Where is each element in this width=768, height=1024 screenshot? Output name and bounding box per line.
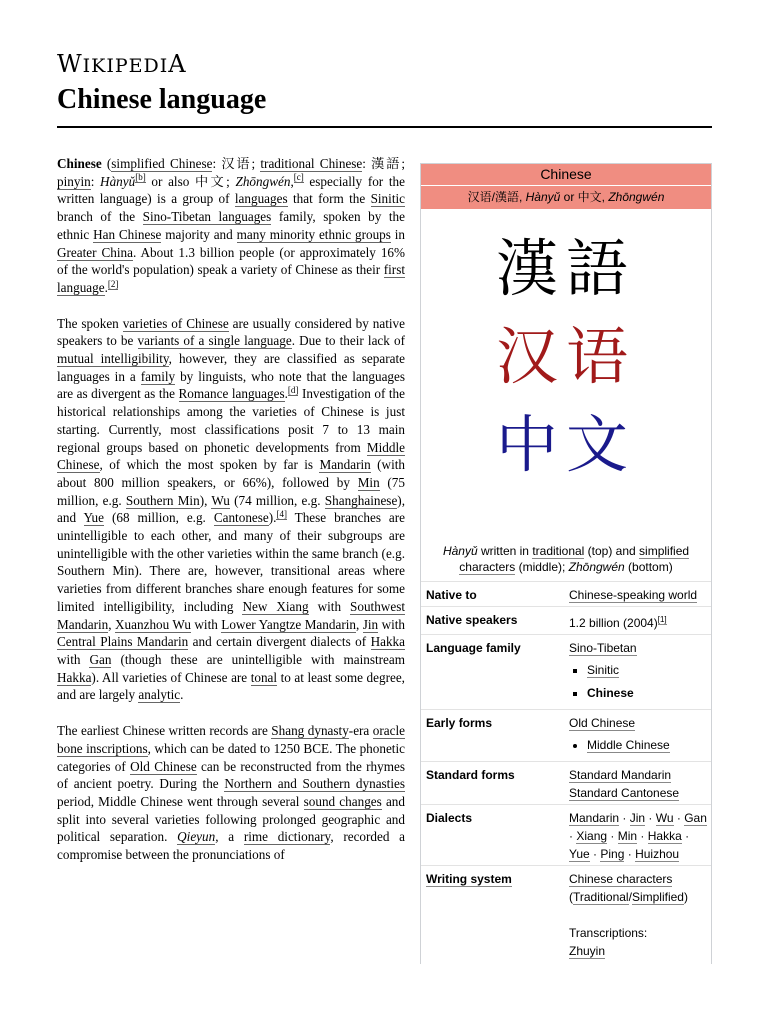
reference-marker[interactable]: [4] bbox=[276, 508, 287, 519]
text-run: (74 million, e.g. bbox=[229, 492, 325, 508]
text-run: , which can be dated to 1250 BCE. The phonetic categories of bbox=[57, 740, 405, 774]
wiki-link[interactable]: languages bbox=[234, 191, 288, 207]
native-to-link[interactable]: Chinese-speaking world bbox=[569, 588, 698, 602]
dialect-link[interactable]: Yue bbox=[569, 847, 590, 861]
text-run: especially for the written language) is a group of bbox=[57, 173, 405, 207]
wiki-link[interactable]: Qieyun bbox=[177, 829, 216, 845]
traditional-link[interactable]: Traditional bbox=[573, 890, 629, 904]
dialect-link[interactable]: Huizhou bbox=[635, 847, 680, 861]
standard-mandarin-link[interactable]: Standard Mandarin bbox=[569, 768, 672, 782]
wiki-link[interactable]: Middle Chinese bbox=[57, 439, 405, 473]
wordmark-last: A bbox=[168, 50, 187, 78]
text-run: that form the bbox=[287, 191, 371, 207]
caption-text-1: written in bbox=[477, 544, 533, 558]
wikipedia-wordmark[interactable] bbox=[57, 50, 187, 78]
caption-text-4: (bottom) bbox=[624, 560, 673, 574]
standard-cantonese-link[interactable]: Standard Cantonese bbox=[569, 786, 680, 800]
wiki-link[interactable]: Southwest Mandarin bbox=[57, 598, 405, 632]
row-native-to bbox=[421, 581, 711, 606]
text-run: . bbox=[284, 386, 288, 402]
dialect-link[interactable]: Wu bbox=[655, 811, 674, 825]
caption-hanyu: Hànyǔ bbox=[442, 544, 478, 558]
wiki-link[interactable]: analytic bbox=[138, 687, 181, 703]
article-paragraph-1 bbox=[57, 155, 405, 297]
wiki-link[interactable]: simplified Chinese bbox=[111, 156, 213, 171]
article-paragraph-2 bbox=[57, 315, 405, 704]
text-run: ). bbox=[268, 510, 277, 526]
wiki-link[interactable]: variants of a single language bbox=[137, 333, 292, 349]
text-run: to at least some degree, and are largely bbox=[57, 669, 405, 703]
dialect-link[interactable]: Hakka bbox=[647, 829, 682, 843]
family-link[interactable]: Sino-Tibetan bbox=[569, 641, 637, 655]
infobox-image[interactable] bbox=[421, 209, 711, 529]
native-to-label: Native to bbox=[426, 588, 477, 602]
dialect-separator: · bbox=[589, 847, 601, 861]
dialect-separator: · bbox=[645, 811, 656, 825]
wiki-link[interactable]: Hakka bbox=[370, 634, 405, 650]
early-forms-label: Early forms bbox=[426, 716, 493, 730]
wiki-link[interactable]: Central Plains Mandarin bbox=[57, 634, 189, 650]
chinese-characters-link[interactable]: Chinese characters bbox=[569, 872, 673, 886]
text-run: , of which the most spoken by far is bbox=[99, 457, 320, 473]
native-speakers-value: 1.2 billion (2004) bbox=[569, 616, 658, 630]
wiki-link[interactable]: Min bbox=[357, 474, 380, 490]
text-run: can be reconstructed from the rhymes of ancient poetry. During the bbox=[57, 758, 405, 792]
text-run: : 漢語; bbox=[362, 156, 405, 171]
wiki-link[interactable]: Han Chinese bbox=[93, 226, 162, 242]
text-run: ), and bbox=[57, 492, 405, 526]
caption-link-traditional[interactable]: traditional bbox=[532, 544, 585, 558]
subtitle-zhongwen: Zhōngwén bbox=[608, 190, 665, 204]
wiki-link[interactable]: rime dictionary bbox=[243, 829, 331, 845]
dialect-list bbox=[569, 808, 707, 863]
family-sinitic-link[interactable]: Sinitic bbox=[587, 663, 620, 677]
page-title: Chinese language bbox=[57, 84, 267, 115]
text-run: in bbox=[390, 226, 405, 242]
wiki-link[interactable]: Lower Yangtze Mandarin bbox=[221, 616, 356, 632]
row-language-family bbox=[421, 634, 711, 709]
infobox-subtitle bbox=[421, 185, 711, 209]
simplified-glyphs: 汉语 bbox=[495, 320, 636, 393]
row-early-forms bbox=[421, 709, 711, 761]
reference-marker[interactable]: [c] bbox=[293, 172, 304, 183]
wiki-link[interactable]: Mandarin bbox=[319, 457, 371, 473]
wiki-link[interactable]: Yue bbox=[83, 510, 105, 526]
text-run: The earliest Chinese written records are bbox=[57, 723, 272, 739]
text-run: with bbox=[308, 598, 351, 614]
wiki-link[interactable]: traditional Chinese bbox=[260, 156, 363, 171]
text-run: with bbox=[378, 616, 406, 632]
subtitle-zhongwen-hanzi: or 中文, bbox=[560, 190, 609, 204]
italic-term: Hànyǔ bbox=[100, 173, 136, 189]
text-run: are usually considered by native speakers to be bbox=[57, 315, 405, 349]
dialect-separator: · bbox=[681, 829, 690, 843]
text-run: family, spoken by the ethnic bbox=[57, 209, 405, 242]
subtitle-hanzi: 汉语/漢語, bbox=[467, 190, 526, 204]
text-run: . bbox=[104, 279, 108, 295]
row-standard-forms bbox=[421, 761, 711, 804]
text-run: , bbox=[355, 616, 363, 632]
dialect-separator: · bbox=[619, 811, 630, 825]
text-run: : bbox=[90, 173, 101, 189]
article-paragraph-3 bbox=[57, 722, 405, 864]
text-run: (75 million, e.g. bbox=[57, 474, 405, 508]
text-run: ), bbox=[199, 492, 212, 508]
text-run: . Due to their lack of bbox=[291, 333, 405, 349]
wiki-link[interactable]: sound changes bbox=[303, 793, 382, 809]
wiki-link[interactable]: Old Chinese bbox=[130, 758, 197, 774]
text-run: and certain divergent dialects of bbox=[188, 634, 371, 650]
text-run: -era bbox=[348, 723, 373, 739]
text-run: Investigation of the historical relationships among the varieties of Chinese is just starting. Currently, most classifications posit 7 to 13 main regional groups based on phonetic developments from bbox=[57, 386, 405, 455]
wiki-link[interactable]: varieties of Chinese bbox=[122, 315, 229, 331]
dialect-link[interactable]: Ping bbox=[600, 847, 625, 861]
text-run: , recorded a compromise between the pronunciations of bbox=[57, 829, 406, 863]
wiki-link[interactable]: oracle bone inscriptions bbox=[57, 723, 405, 756]
wiki-link[interactable]: family bbox=[140, 368, 176, 384]
text-run: The spoken bbox=[57, 315, 123, 331]
dialect-link[interactable]: Min bbox=[617, 829, 638, 843]
text-run: with bbox=[190, 616, 222, 632]
infobox bbox=[420, 163, 712, 964]
dialect-separator: · bbox=[637, 829, 648, 843]
text-run: : 汉语; bbox=[212, 156, 261, 171]
row-writing-system: Writing system Chinese characters (Traditional/Simplified) Transcriptions: Zhuyin bbox=[421, 865, 711, 962]
row-native-speakers bbox=[421, 606, 711, 634]
transcriptions-label: Transcriptions: bbox=[569, 926, 648, 940]
wiki-link[interactable]: Shanghainese bbox=[324, 492, 398, 508]
text-run: by linguists, who note that the languages are as divergent as the bbox=[57, 368, 406, 402]
native-speakers-label: Native speakers bbox=[426, 613, 518, 627]
text-run: , bbox=[108, 616, 116, 632]
wiki-link[interactable]: tonal bbox=[250, 669, 278, 685]
row-dialects bbox=[421, 804, 711, 865]
dialect-separator: · bbox=[569, 829, 577, 843]
zhongwen-glyphs: 中文 bbox=[495, 408, 636, 481]
text-run: ). All varieties of Chinese are bbox=[91, 669, 251, 685]
wiki-link[interactable]: Northern and Southern dynasties bbox=[224, 776, 405, 792]
text-run: with bbox=[57, 651, 90, 667]
italic-term: Zhōngwén bbox=[235, 173, 291, 189]
caption-text-3: (middle); bbox=[515, 560, 569, 574]
family-chinese: Chinese bbox=[587, 686, 634, 700]
wiki-link[interactable]: New Xiang bbox=[242, 598, 309, 614]
caption-zhongwen: Zhōngwén bbox=[568, 560, 625, 574]
dialect-separator: · bbox=[624, 847, 636, 861]
wiki-link[interactable]: pinyin bbox=[57, 173, 91, 189]
wiki-link[interactable]: mutual intelligibility bbox=[57, 351, 169, 367]
traditional-glyphs: 漢語 bbox=[495, 232, 636, 305]
wiki-link[interactable]: Xuanzhou Wu bbox=[115, 616, 191, 632]
reference-marker[interactable]: [b] bbox=[135, 172, 146, 183]
text-run: These branches are unintelligible to each other, and many of their subgroups are unintelligible with the other varieties within the same branch (e.g. Southern Min). There are, however, transitional areas where varieties from different branches share enough features for some limited intelligibility, including bbox=[57, 510, 405, 614]
dialect-link[interactable]: Jin bbox=[629, 811, 646, 825]
wiki-link[interactable]: Gan bbox=[89, 651, 112, 667]
text-run: branch of the bbox=[57, 209, 143, 225]
article-body bbox=[57, 155, 405, 882]
text-run: , a bbox=[215, 829, 244, 845]
wordmark-rest: IKIPEDI bbox=[82, 55, 169, 77]
native-speakers-ref[interactable]: [1] bbox=[657, 615, 667, 624]
caption-link-simplified[interactable]: simplified characters bbox=[459, 544, 690, 574]
dialect-separator: · bbox=[673, 811, 685, 825]
dialect-link[interactable]: Xiang bbox=[576, 829, 608, 843]
text-run: (with about 800 million speakers, or 66%), followed by bbox=[57, 457, 405, 490]
text-run: (68 million, e.g. bbox=[104, 510, 214, 526]
wiki-link[interactable]: Greater China bbox=[57, 244, 133, 260]
wiki-link[interactable]: Jin bbox=[362, 616, 379, 632]
zhuyin-link[interactable]: Zhuyin bbox=[569, 944, 606, 958]
dialects-label: Dialects bbox=[426, 811, 473, 825]
wiki-link[interactable]: Sinitic bbox=[370, 191, 405, 207]
writing-system-label[interactable]: Writing system bbox=[426, 872, 512, 886]
text-run: , however, they are classified as separate languages in a bbox=[57, 351, 405, 384]
text-run: (though these are unintelligible with mainstream bbox=[111, 651, 405, 667]
reference-marker[interactable]: [2] bbox=[107, 278, 119, 289]
wiki-link[interactable]: Southern Min bbox=[125, 492, 200, 508]
simplified-link[interactable]: Simplified bbox=[631, 890, 684, 904]
reference-marker[interactable]: [d] bbox=[287, 385, 299, 396]
wiki-link[interactable]: first language bbox=[57, 262, 405, 295]
infobox-title: Chinese bbox=[421, 164, 711, 185]
wiki-link[interactable]: Wu bbox=[211, 492, 230, 508]
text-run: ( bbox=[101, 156, 112, 171]
wiki-link[interactable]: Sino-Tibetan languages bbox=[142, 209, 272, 225]
wiki-link[interactable]: Cantonese bbox=[213, 510, 269, 526]
text-run: and split into several varieties following prolonged geographic and political separation. bbox=[57, 793, 405, 845]
standard-forms-label: Standard forms bbox=[426, 768, 515, 782]
text-run: majority and bbox=[161, 226, 237, 242]
wiki-link[interactable]: Romance languages bbox=[178, 386, 285, 402]
text-run: or also 中文; bbox=[145, 173, 236, 189]
text-run: period, Middle Chinese went through several bbox=[57, 793, 304, 809]
early-middle-chinese-link[interactable]: Middle Chinese bbox=[587, 738, 670, 752]
dialect-link[interactable]: Mandarin bbox=[569, 811, 620, 825]
text-run: . bbox=[180, 687, 184, 703]
text-run: . About 1.3 billion people (or approximately 16% of the world's population) speak a variety of Chinese as their bbox=[57, 244, 405, 278]
caption-text-2: (top) and bbox=[584, 544, 640, 558]
subtitle-hanyu: Hànyǔ bbox=[525, 190, 561, 204]
dialect-separator: · bbox=[607, 829, 618, 843]
bold-term: Chinese bbox=[57, 156, 102, 171]
language-family-label: Language family bbox=[426, 641, 521, 655]
image-caption bbox=[421, 529, 711, 581]
title-divider bbox=[57, 126, 712, 128]
wordmark-first: W bbox=[57, 50, 83, 78]
wiki-link[interactable]: many minority ethnic groups bbox=[236, 226, 391, 242]
dialect-link[interactable]: Gan bbox=[684, 811, 707, 825]
early-old-chinese-link[interactable]: Old Chinese bbox=[569, 716, 636, 730]
wiki-link[interactable]: Shang dynasty bbox=[271, 723, 349, 739]
text-run: , bbox=[290, 173, 294, 189]
wiki-link[interactable]: Hakka bbox=[57, 669, 92, 685]
